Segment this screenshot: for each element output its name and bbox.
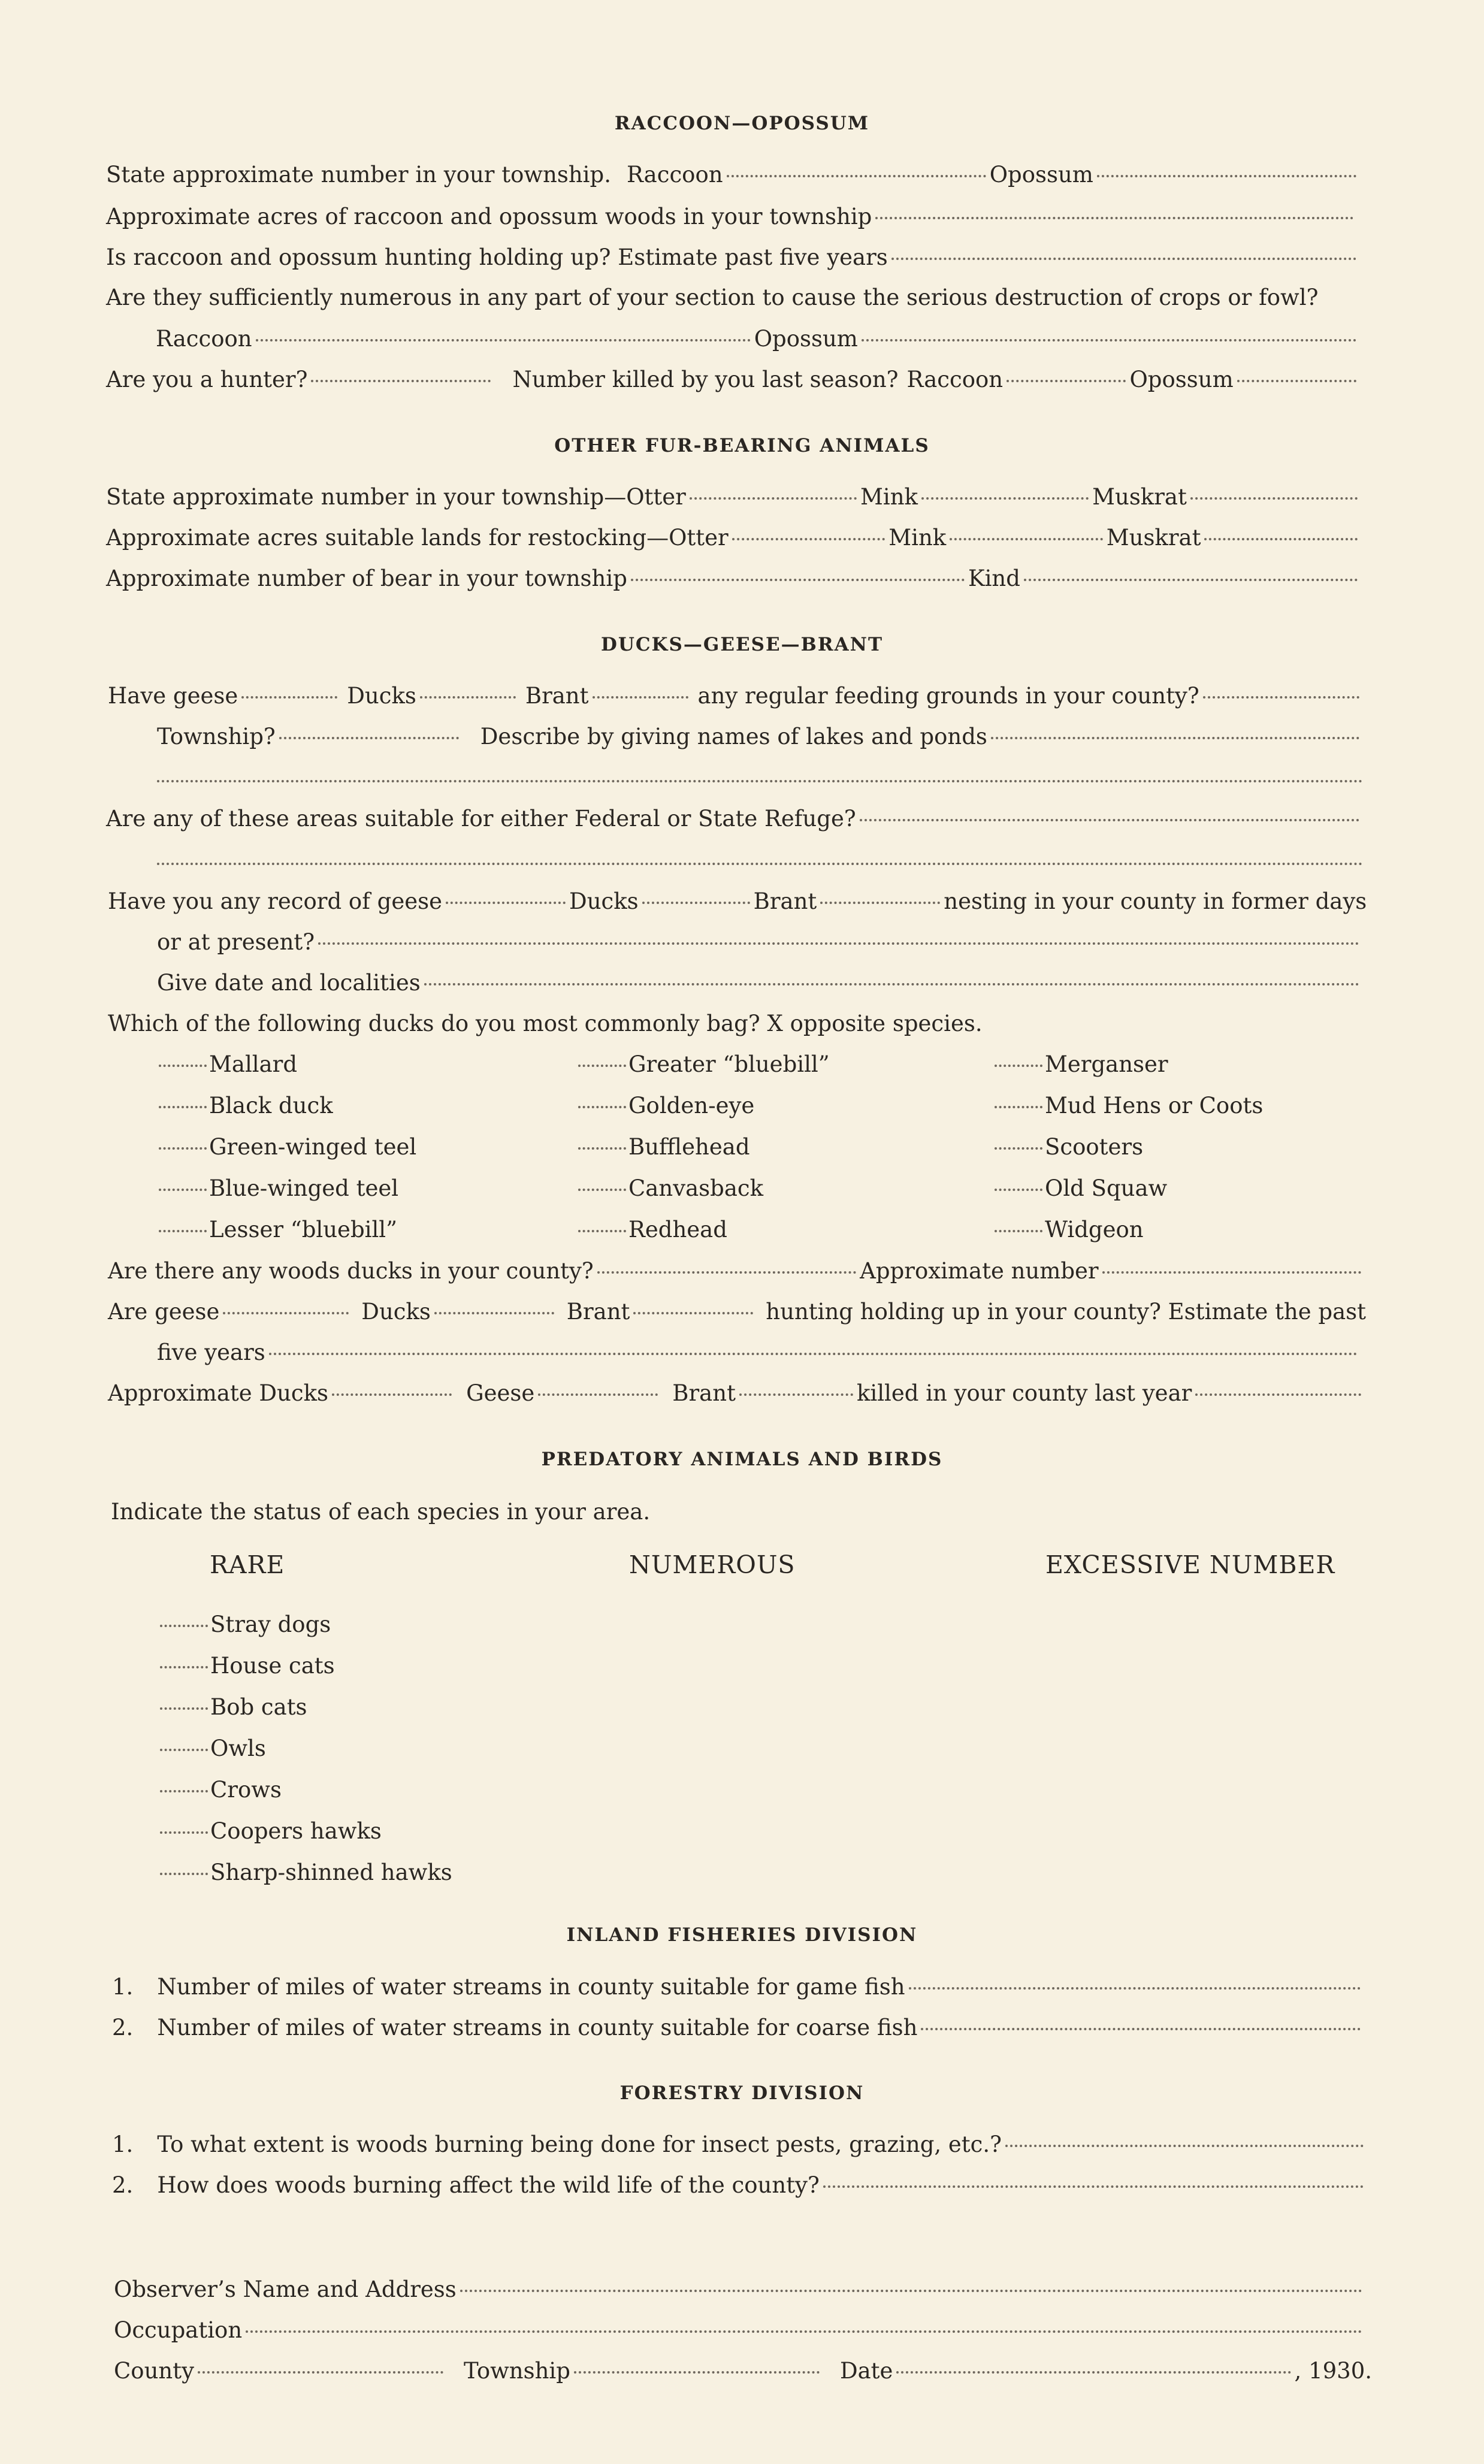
raccoon-q2 <box>106 204 1357 229</box>
killed-brant-label: Brant <box>672 1380 736 1406</box>
checkbox-field[interactable] <box>578 1106 626 1108</box>
refuge-label: Are any of these areas suitable for either Federal or State Refuge? <box>106 806 856 832</box>
record-geese-label: Have you any record of geese <box>108 888 443 914</box>
species-label: Blue-winged teel <box>209 1175 399 1201</box>
species-mallard[interactable] <box>159 1051 297 1077</box>
fur-q2-label: Approximate acres suitable lands for restocking—Otter <box>106 525 729 551</box>
checkbox-field[interactable] <box>160 1831 208 1834</box>
species-label: Canvasback <box>628 1175 764 1201</box>
killed-brant-field[interactable] <box>739 1393 853 1396</box>
checkbox-field[interactable] <box>159 1189 207 1191</box>
county-label: County <box>114 2358 195 2384</box>
forestry-q2-number: 2. <box>112 2172 134 2198</box>
species-black-duck[interactable] <box>159 1093 333 1118</box>
location-date-row <box>114 2358 1372 2384</box>
ducks-q1-rest: any regular feeding grounds in your county? <box>697 683 1199 709</box>
five-years-label: five years <box>157 1340 265 1365</box>
holding-brant-label: Brant <box>566 1299 630 1325</box>
describe-lakes-label: Describe by giving names of lakes and ponds <box>480 724 987 749</box>
hunter-field[interactable] <box>311 380 491 382</box>
forestry-q2-label: How does woods burning affect the wild life of the county? <box>157 2172 820 2198</box>
checkbox-field[interactable] <box>160 1873 208 1875</box>
geese-feeding-field[interactable] <box>241 696 337 699</box>
otter-count-field[interactable] <box>690 497 857 500</box>
column-header-rare: RARE <box>210 1550 285 1579</box>
predator-owls[interactable] <box>160 1736 266 1761</box>
bear-count-field[interactable] <box>631 579 965 581</box>
ducks-q6 <box>108 1299 1366 1325</box>
muskrat-acres-field[interactable] <box>1204 538 1358 540</box>
predator-bob-cats[interactable] <box>160 1694 307 1720</box>
date-field[interactable] <box>896 2371 1290 2374</box>
forestry-q1-number: 1. <box>112 2132 134 2157</box>
fur-q3 <box>106 566 1361 591</box>
section-title-inland-fisheries: INLAND FISHERIES DIVISION <box>566 1924 918 1946</box>
observer-name-row <box>114 2276 1366 2302</box>
checkbox-field[interactable] <box>578 1147 626 1150</box>
species-label: Widgeon <box>1045 1217 1144 1242</box>
inland-q1 <box>112 1974 1364 2000</box>
refuge-field[interactable] <box>860 819 1359 821</box>
checkbox-field[interactable] <box>995 1106 1042 1108</box>
township-label: Township <box>464 2358 570 2384</box>
raccoon-q4 <box>106 285 1364 310</box>
record-ducks-label: Ducks <box>569 888 639 914</box>
ducks-q5 <box>108 1258 1365 1284</box>
county-field[interactable] <box>198 2371 443 2374</box>
fur-q1-label: State approximate number in your township—Otter <box>106 484 686 510</box>
predator-label: House cats <box>210 1653 335 1679</box>
woods-burning-extent-field[interactable] <box>1005 2145 1364 2147</box>
species-label: Green-winged teel <box>209 1134 417 1160</box>
observer-name-label: Observer’s Name and Address <box>114 2276 457 2302</box>
date-localities-field[interactable] <box>424 983 1359 985</box>
date-localities-label: Give date and localities <box>157 970 421 996</box>
at-present-field[interactable] <box>318 942 1359 945</box>
hunter-label: Are you a hunter? <box>106 367 308 392</box>
checkbox-field[interactable] <box>160 1749 208 1751</box>
ducks-q3c <box>157 970 1363 996</box>
species-merganser[interactable] <box>995 1051 1168 1077</box>
predator-sharp-shinned-hawks[interactable] <box>160 1860 452 1885</box>
species-label: Scooters <box>1045 1134 1144 1160</box>
predator-crows[interactable] <box>160 1777 282 1803</box>
ducks-q7 <box>108 1380 1365 1406</box>
species-lesser-bluebill[interactable] <box>159 1217 397 1242</box>
raccoon-q4b-opossum-label: Opossum <box>754 326 858 352</box>
nesting-ducks-field[interactable] <box>642 902 750 904</box>
holding-rest-label: hunting holding up in your county? Estimate the past <box>766 1299 1366 1325</box>
woods-ducks-number-field[interactable] <box>1102 1271 1361 1274</box>
column-header-excessive: EXCESSIVE NUMBER <box>1045 1550 1335 1579</box>
raccoon-q5 <box>106 367 1360 392</box>
ducks-q3 <box>108 888 1366 914</box>
bag-question-label: Which of the following ducks do you most commonly bag? X opposite species. <box>108 1011 983 1036</box>
woods-ducks-label: Are there any woods ducks in your county? <box>108 1258 594 1284</box>
hunting-estimate-field[interactable] <box>891 258 1356 260</box>
holding-geese-field[interactable] <box>223 1312 349 1314</box>
species-label: Greater “bluebill” <box>628 1051 830 1077</box>
section-title-fur-bearing: OTHER FUR-BEARING ANIMALS <box>554 435 930 456</box>
species-blue-winged-teel[interactable] <box>159 1175 398 1201</box>
killed-opossum-label: Opossum <box>1129 367 1234 392</box>
checkbox-field[interactable] <box>995 1230 1042 1232</box>
occupation-label: Occupation <box>114 2317 243 2343</box>
checkbox-field[interactable] <box>578 1189 626 1191</box>
checkbox-field[interactable] <box>578 1230 626 1232</box>
inland-q2-label: Number of miles of water streams in county suitable for coarse fish <box>157 2015 918 2040</box>
mink-acres-field[interactable] <box>950 538 1103 540</box>
fur-q2-muskrat-label: Muskrat <box>1106 525 1201 551</box>
fur-q1-mink-label: Mink <box>860 484 918 510</box>
checkbox-field[interactable] <box>995 1189 1042 1191</box>
species-bufflehead[interactable] <box>578 1134 750 1160</box>
feeding-grounds-field[interactable] <box>1203 696 1359 699</box>
inland-q2 <box>112 2015 1364 2040</box>
species-canvasback[interactable] <box>578 1175 763 1201</box>
predatory-intro-label: Indicate the status of each species in your area. <box>111 1499 651 1525</box>
checkbox-field[interactable] <box>578 1065 626 1067</box>
predator-label: Stray dogs <box>210 1612 331 1637</box>
refuge-continuation-field[interactable] <box>157 863 1363 865</box>
fur-q1-muskrat-label: Muskrat <box>1092 484 1187 510</box>
predator-coopers-hawks[interactable] <box>160 1818 382 1844</box>
raccoon-q4b-raccoon-label: Raccoon <box>156 326 252 352</box>
species-greater-bluebill[interactable] <box>578 1051 830 1077</box>
checkbox-field[interactable] <box>159 1230 207 1232</box>
raccoon-q4b <box>156 326 1360 352</box>
muskrat-count-field[interactable] <box>1190 497 1358 500</box>
section-title-predatory: PREDATORY ANIMALS AND BIRDS <box>541 1449 943 1470</box>
bear-kind-field[interactable] <box>1024 579 1358 581</box>
woods-burning-effect-field[interactable] <box>823 2185 1364 2188</box>
predator-label: Bob cats <box>210 1694 307 1720</box>
killed-rest-label: killed in your county last year <box>856 1380 1192 1406</box>
species-golden-eye[interactable] <box>578 1093 754 1118</box>
otter-acres-field[interactable] <box>732 538 885 540</box>
checkbox-field[interactable] <box>159 1106 207 1108</box>
holding-ducks-label: Ducks <box>361 1299 431 1325</box>
section-title-raccoon-opossum: RACCOON—OPOSSUM <box>614 113 870 134</box>
raccoon-count-field[interactable] <box>727 175 986 177</box>
raccoon-q1 <box>106 162 1360 188</box>
killed-ducks-field[interactable] <box>332 1393 452 1396</box>
holding-geese-label: Are geese <box>108 1299 220 1325</box>
species-scooters[interactable] <box>995 1134 1143 1160</box>
ducks-q3b <box>157 929 1363 955</box>
mink-count-field[interactable] <box>921 497 1089 500</box>
column-header-numerous: NUMEROUS <box>629 1550 796 1579</box>
occupation-field[interactable] <box>246 2330 1362 2333</box>
checkbox-field[interactable] <box>995 1147 1042 1150</box>
ducks-q4 <box>108 1011 983 1036</box>
killed-last-year-field[interactable] <box>1195 1393 1361 1396</box>
ducks-q1-geese-label: Have geese <box>108 683 238 709</box>
fur-q2-mink-label: Mink <box>888 525 947 551</box>
record-brant-label: Brant <box>753 888 817 914</box>
woods-ducks-approx-label: Approximate number <box>860 1258 1099 1284</box>
township-field[interactable] <box>574 2371 820 2374</box>
killed-geese-field[interactable] <box>538 1393 658 1396</box>
checkbox-field[interactable] <box>160 1790 208 1792</box>
predator-house-cats[interactable] <box>160 1653 335 1679</box>
ducks-q1-brant-label: Brant <box>525 683 589 709</box>
raccoon-q1-label: State approximate number in your township. <box>106 162 611 188</box>
species-label: Golden-eye <box>628 1093 755 1118</box>
killed-label: Number killed by you last season? <box>512 367 899 392</box>
at-present-label: or at present? <box>157 929 315 955</box>
species-old-squaw[interactable] <box>995 1175 1167 1201</box>
species-redhead[interactable] <box>578 1217 727 1242</box>
feeding-township-field[interactable] <box>279 737 459 739</box>
species-label: Bufflehead <box>628 1134 750 1160</box>
species-label: Mud Hens or Coots <box>1045 1093 1264 1118</box>
fur-q2 <box>106 525 1361 551</box>
species-label: Lesser “bluebill” <box>209 1217 398 1242</box>
ducks-q1b <box>157 724 1363 749</box>
five-years-field[interactable] <box>269 1353 1358 1355</box>
coarse-fish-miles-field[interactable] <box>921 2028 1361 2030</box>
lakes-ponds-field[interactable] <box>991 737 1359 739</box>
opossum-count-field[interactable] <box>1097 175 1356 177</box>
killed-raccoon-label: Raccoon <box>906 367 1004 392</box>
year-label: , 1930. <box>1294 2358 1372 2384</box>
opossum-destruction-field[interactable] <box>862 339 1356 341</box>
forestry-q2 <box>112 2172 1367 2198</box>
checkbox-field[interactable] <box>995 1065 1042 1067</box>
checkbox-field[interactable] <box>159 1147 207 1150</box>
species-label: Black duck <box>209 1093 333 1118</box>
holding-brant-field[interactable] <box>633 1312 753 1314</box>
predator-label: Coopers hawks <box>210 1818 382 1844</box>
ducks-q1-ducks-label: Ducks <box>347 683 416 709</box>
ducks-q2 <box>106 806 1363 832</box>
date-label: Date <box>839 2358 893 2384</box>
inland-q2-number: 2. <box>112 2015 134 2040</box>
species-label: Old Squaw <box>1045 1175 1168 1201</box>
species-label: Mallard <box>209 1051 298 1077</box>
killed-geese-label: Geese <box>466 1380 535 1406</box>
observer-name-field[interactable] <box>460 2290 1362 2292</box>
killed-opossum-field[interactable] <box>1237 380 1356 382</box>
nesting-rest-label: nesting in your county in former days <box>944 888 1367 914</box>
predatory-intro <box>111 1499 650 1525</box>
predator-label: Crows <box>210 1777 282 1803</box>
checkbox-field[interactable] <box>160 1625 208 1627</box>
predator-label: Sharp-shinned hawks <box>210 1860 452 1885</box>
species-mud-hens-coots[interactable] <box>995 1093 1263 1118</box>
checkbox-field[interactable] <box>160 1666 208 1668</box>
killed-ducks-label: Approximate Ducks <box>108 1380 329 1406</box>
species-label: Redhead <box>628 1217 727 1242</box>
nesting-geese-field[interactable] <box>446 902 566 904</box>
killed-raccoon-field[interactable] <box>1007 380 1126 382</box>
brant-feeding-field[interactable] <box>593 696 688 699</box>
fur-q3-label: Approximate number of bear in your township <box>106 566 627 591</box>
forestry-q1 <box>112 2132 1367 2157</box>
woods-acres-field[interactable] <box>875 217 1353 219</box>
checkbox-field[interactable] <box>159 1065 207 1067</box>
inland-q1-number: 1. <box>112 1974 134 2000</box>
occupation-row <box>114 2317 1366 2343</box>
lakes-ponds-continuation-field[interactable] <box>157 780 1363 782</box>
section-title-forestry: FORESTRY DIVISION <box>619 2082 865 2104</box>
inland-q1-label: Number of miles of water streams in county suitable for game fish <box>157 1974 905 2000</box>
predator-label: Owls <box>210 1736 266 1761</box>
raccoon-q3 <box>106 244 1360 270</box>
woods-ducks-field[interactable] <box>597 1271 856 1274</box>
predator-stray-dogs[interactable] <box>160 1612 331 1637</box>
section-title-ducks-geese-brant: DUCKS—GEESE—BRANT <box>600 634 884 655</box>
species-green-winged-teel[interactable] <box>159 1134 416 1160</box>
raccoon-q1-raccoon-label: Raccoon <box>626 162 723 188</box>
nesting-brant-field[interactable] <box>820 902 940 904</box>
ducks-feeding-field[interactable] <box>420 696 516 699</box>
game-fish-miles-field[interactable] <box>909 1987 1361 1990</box>
species-label: Merganser <box>1045 1051 1168 1077</box>
holding-ducks-field[interactable] <box>434 1312 554 1314</box>
fur-q3-kind-label: Kind <box>968 566 1020 591</box>
raccoon-q3-label: Is raccoon and opossum hunting holding up? Estimate past five years <box>106 244 888 270</box>
township-label: Township? <box>157 724 276 749</box>
ducks-q1 <box>108 683 1363 709</box>
raccoon-q2-label: Approximate acres of raccoon and opossum woods in your township <box>106 204 872 229</box>
raccoon-q1-opossum-label: Opossum <box>989 162 1093 188</box>
forestry-q1-label: To what extent is woods burning being done for insect pests, grazing, etc.? <box>157 2132 1002 2157</box>
ducks-q6b <box>157 1340 1361 1365</box>
species-widgeon[interactable] <box>995 1217 1144 1242</box>
raccoon-destruction-field[interactable] <box>256 339 751 341</box>
raccoon-q4-label: Are they sufficiently numerous in any part of your section to cause the serious destruction of crops or fowl? <box>106 285 1319 310</box>
checkbox-field[interactable] <box>160 1707 208 1710</box>
fur-q1 <box>106 484 1361 510</box>
